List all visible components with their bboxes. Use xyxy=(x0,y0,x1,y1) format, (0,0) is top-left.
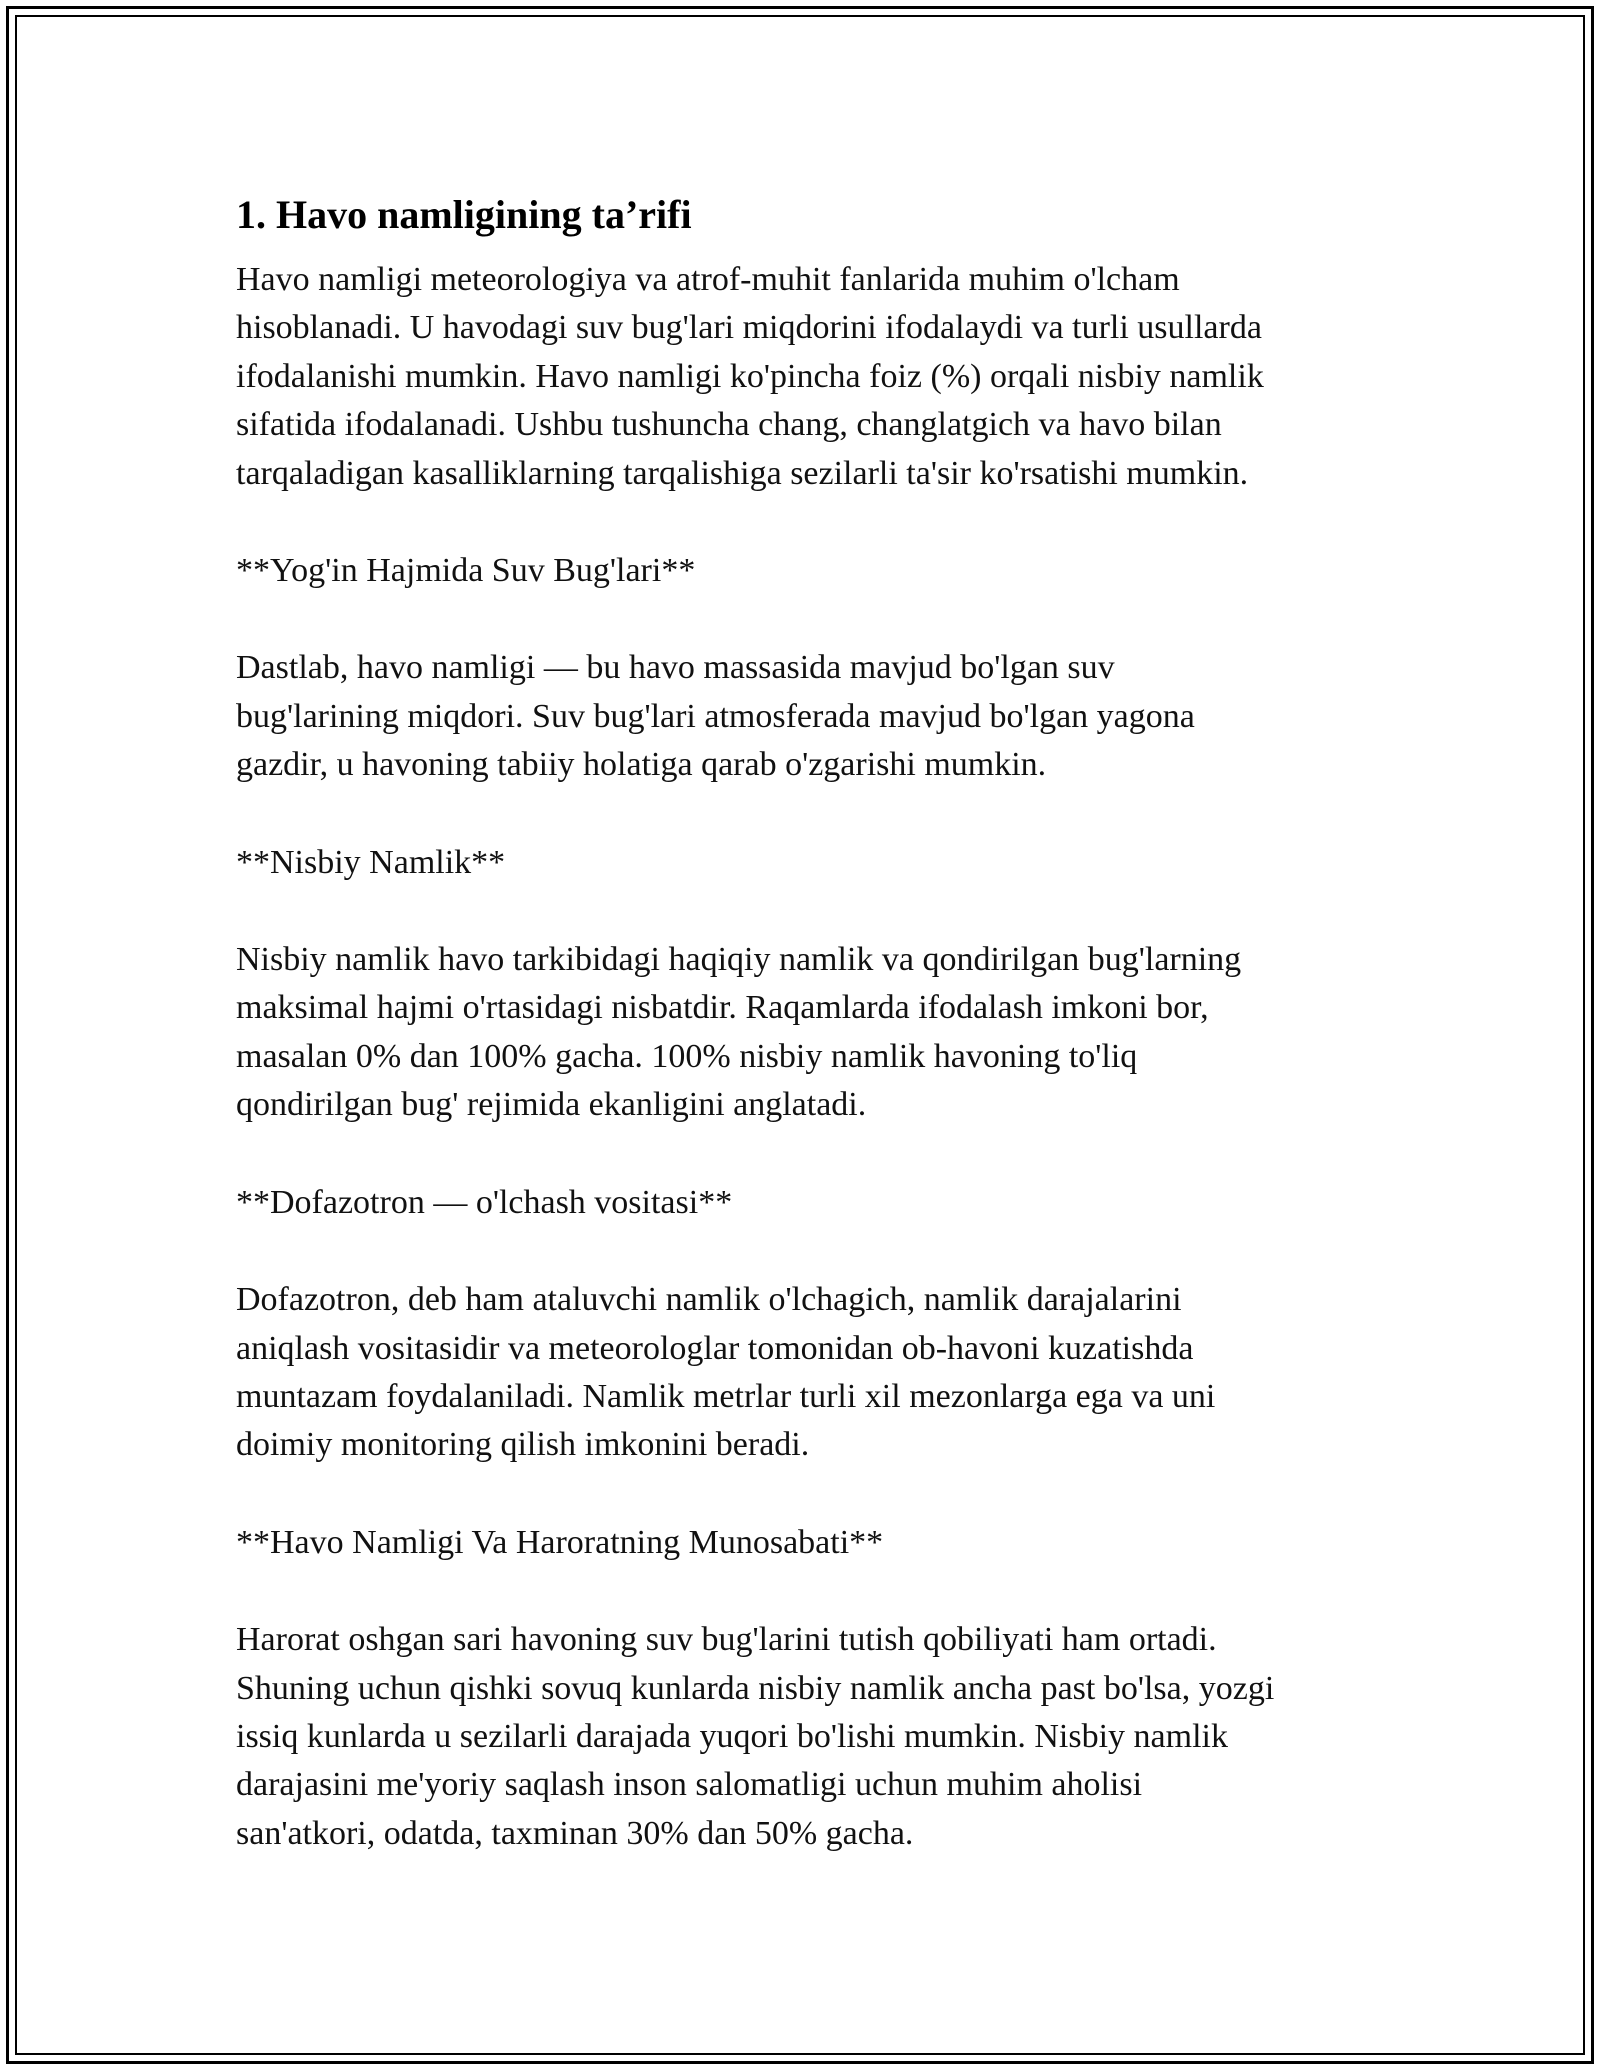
subheading xyxy=(236,839,1386,887)
text-line: maksimal hajmi o'rtasidagi nisbatdir. Raqamlarda ifodalash imkoni bor, xyxy=(236,989,1209,1027)
text-line: san'atkori, odatda, taxminan 30% dan 50% gacha. xyxy=(236,1814,914,1852)
text-line: gazdir, u havoning tabiiy holatiga qarab o'zgarishi mumkin. xyxy=(236,746,1047,784)
text-line: ifodalanishi mumkin. Havo namligi ko'pincha foiz (%) orqali nisbiy namlik xyxy=(236,357,1264,395)
paragraph xyxy=(236,256,1386,498)
text-line: Shuning uchun qishki sovuq kunlarda nisbiy namlik ancha past bo'lsa, yozgi xyxy=(236,1669,1275,1707)
text-line: issiq kunlarda u sezilarli darajada yuqori bo'lishi mumkin. Nisbiy namlik xyxy=(236,1717,1228,1755)
text-line: Havo namligi meteorologiya va atrof-muhit fanlarida muhim o'lcham xyxy=(236,261,1180,298)
text-line: qondirilgan bug' rejimida ekanligini anglatadi. xyxy=(236,1086,867,1124)
document-body xyxy=(236,256,1386,1858)
text-line: Dastlab, havo namligi — bu havo massasida mavjud bo'lgan suv xyxy=(236,649,1115,687)
text-line: **Yog'in Hajmida Suv Bug'lari** xyxy=(236,552,696,590)
text-line: **Dofazotron — o'lchash vositasi** xyxy=(236,1183,733,1221)
text-line: hisoblanadi. U havodagi suv bug'lari miqdorini ifodalaydi va turli usullarda xyxy=(236,309,1262,347)
document-page xyxy=(236,186,1386,1907)
text-line: sifatida ifodalanadi. Ushbu tushuncha chang, changlatgich va havo bilan xyxy=(236,406,1222,444)
text-line: muntazam foydalaniladi. Namlik metrlar turli xil mezonlarga ega va uni xyxy=(236,1377,1216,1415)
paragraph xyxy=(236,1276,1386,1470)
text-line: Nisbiy namlik havo tarkibidagi haqiqiy namlik va qondirilgan bug'larning xyxy=(236,941,1242,979)
subheading xyxy=(236,547,1386,595)
subheading xyxy=(236,1179,1386,1227)
text-line: darajasini me'yoriy saqlash inson salomatligi uchun muhim aholisi xyxy=(236,1766,1143,1804)
text-line: bug'larining miqdori. Suv bug'lari atmosferada mavjud bo'lgan yagona xyxy=(236,697,1195,735)
paragraph xyxy=(236,644,1386,789)
text-line: Harorat oshgan sari havoning suv bug'larini tutish qobiliyati ham ortadi. xyxy=(236,1621,1217,1659)
text-line: Dofazotron, deb ham ataluvchi namlik o'lchagich, namlik darajalarini xyxy=(236,1281,1182,1319)
text-line: aniqlash vositasidir va meteorologlar tomonidan ob-havoni kuzatishda xyxy=(236,1329,1194,1367)
text-line: doimiy monitoring qilish imkonini beradi. xyxy=(236,1426,810,1464)
text-line: **Havo Namligi Va Haroratning Munosabati** xyxy=(236,1523,884,1561)
paragraph xyxy=(236,1616,1386,1858)
paragraph xyxy=(236,936,1386,1130)
text-line: masalan 0% dan 100% gacha. 100% nisbiy namlik havoning to'liq xyxy=(236,1037,1138,1075)
text-line: **Nisbiy Namlik** xyxy=(236,843,506,881)
subheading xyxy=(236,1519,1386,1567)
section-heading: 1. Havo namligining ta’rifi xyxy=(236,192,692,237)
text-line: tarqaladigan kasalliklarning tarqalishiga sezilarli ta'sir ko'rsatishi mumkin. xyxy=(236,454,1249,492)
